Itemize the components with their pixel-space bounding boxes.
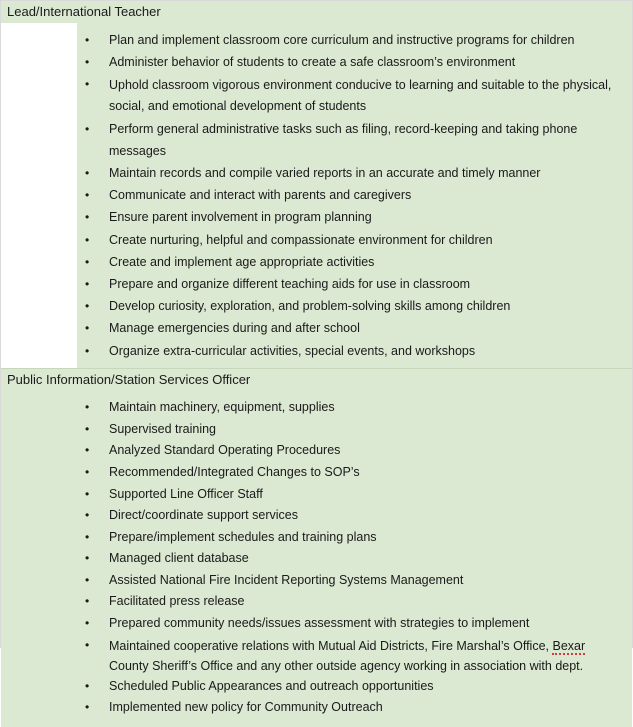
section-lead-international-teacher bbox=[1, 1, 632, 368]
list-item-text: Manage emergencies during and after school bbox=[109, 321, 360, 336]
bullet-icon: • bbox=[85, 421, 90, 436]
list-item-text: Communicate and interact with parents and caregivers bbox=[109, 188, 412, 203]
spelling-error-underline: Bexar bbox=[552, 638, 586, 653]
list-item-text: Maintain records and compile varied reports in an accurate and timely manner bbox=[109, 166, 541, 181]
bullet-list bbox=[1, 23, 632, 368]
list-item-text: Facilitated press release bbox=[109, 594, 245, 609]
bullet-list bbox=[1, 391, 632, 727]
list-item-text: Organize extra-curricular activities, special events, and workshops bbox=[109, 343, 476, 358]
list-item-text: Analyzed Standard Operating Procedures bbox=[109, 443, 341, 458]
list-item bbox=[1, 635, 632, 676]
list-item-text: Ensure parent involvement in program planning bbox=[109, 210, 372, 225]
bullet-list-container bbox=[1, 23, 632, 368]
list-item-text: Prepare/implement schedules and training plans bbox=[109, 529, 377, 544]
list-item bbox=[1, 340, 632, 362]
list-item-text: Implemented new policy for Community Outreach bbox=[109, 700, 383, 715]
list-item bbox=[1, 51, 632, 73]
bullet-icon: • bbox=[85, 166, 90, 181]
bullet-icon: • bbox=[85, 464, 90, 479]
list-item bbox=[1, 419, 632, 441]
bullet-icon: • bbox=[85, 616, 90, 631]
list-item bbox=[1, 462, 632, 484]
list-item-text: Administer behavior of students to create a safe classroom’s environment bbox=[109, 55, 516, 70]
bullet-icon: • bbox=[85, 232, 90, 247]
list-item-text: Maintained cooperative relations with Mutual Aid Districts, Fire Marshal’s Office, Bexar County Sheriff’s Office and any other outside agency working in association with dept. bbox=[109, 638, 586, 673]
bullet-icon: • bbox=[85, 33, 90, 48]
list-item-text: Scheduled Public Appearances and outreach opportunities bbox=[109, 678, 434, 693]
list-item-text: Direct/coordinate support services bbox=[109, 508, 298, 523]
list-item bbox=[1, 548, 632, 570]
list-item bbox=[1, 74, 632, 118]
section-title: Public Information/Station Services Officer bbox=[1, 368, 632, 391]
list-item-text: Create and implement age appropriate activities bbox=[109, 254, 375, 269]
bullet-icon: • bbox=[85, 254, 90, 269]
bullet-icon: • bbox=[85, 551, 90, 566]
list-item-text: Prepared community needs/issues assessment with strategies to implement bbox=[109, 616, 530, 631]
list-item bbox=[1, 440, 632, 462]
list-item bbox=[1, 505, 632, 527]
bullet-icon: • bbox=[85, 486, 90, 501]
list-item bbox=[1, 251, 632, 273]
list-item bbox=[1, 676, 632, 698]
list-item bbox=[1, 613, 632, 635]
bullet-icon: • bbox=[85, 188, 90, 203]
list-item bbox=[1, 229, 632, 251]
bullet-icon: • bbox=[85, 210, 90, 225]
list-item-text: Uphold classroom vigorous environment conducive to learning and suitable to the physical, social, and emotional development of students bbox=[109, 77, 612, 113]
bullet-icon: • bbox=[85, 637, 90, 652]
section-title: Lead/International Teacher bbox=[1, 1, 632, 23]
list-item bbox=[1, 591, 632, 613]
bullet-icon: • bbox=[85, 76, 90, 91]
bullet-icon: • bbox=[85, 400, 90, 415]
list-item bbox=[1, 206, 632, 228]
list-item-text: Supported Line Officer Staff bbox=[109, 486, 263, 501]
bullet-icon: • bbox=[85, 121, 90, 136]
list-item-text: Create nurturing, helpful and compassionate environment for children bbox=[109, 232, 493, 247]
list-item bbox=[1, 118, 632, 162]
list-item-text: Perform general administrative tasks such as filing, record-keeping and taking phone messages bbox=[109, 121, 578, 158]
list-item bbox=[1, 570, 632, 592]
list-item bbox=[1, 697, 632, 719]
list-item bbox=[1, 295, 632, 317]
list-item bbox=[1, 317, 632, 339]
list-item-text: Maintain machinery, equipment, supplies bbox=[109, 400, 335, 415]
list-item-text: Assisted National Fire Incident Reporting Systems Management bbox=[109, 572, 464, 587]
list-item-text: Plan and implement classroom core curriculum and instructive programs for children bbox=[109, 33, 575, 48]
bullet-icon: • bbox=[85, 594, 90, 609]
bullet-icon: • bbox=[85, 299, 90, 314]
bullet-icon: • bbox=[85, 678, 90, 693]
list-item bbox=[1, 273, 632, 295]
bullet-icon: • bbox=[85, 55, 90, 70]
bullet-icon: • bbox=[85, 277, 90, 292]
list-item bbox=[1, 162, 632, 184]
list-item bbox=[1, 397, 632, 419]
list-item-text: Recommended/Integrated Changes to SOP’s bbox=[109, 464, 360, 479]
bullet-icon: • bbox=[85, 321, 90, 336]
list-item-text: Managed client database bbox=[109, 551, 249, 566]
list-item bbox=[1, 29, 632, 51]
bullet-icon: • bbox=[85, 343, 90, 358]
bullet-icon: • bbox=[85, 443, 90, 458]
list-item bbox=[1, 184, 632, 206]
bullet-icon: • bbox=[85, 700, 90, 715]
bullet-icon: • bbox=[85, 572, 90, 587]
bullet-icon: • bbox=[85, 529, 90, 544]
list-item-text: Develop curiosity, exploration, and problem-solving skills among children bbox=[109, 299, 511, 314]
list-item bbox=[1, 527, 632, 549]
list-item-text: Prepare and organize different teaching aids for use in classroom bbox=[109, 277, 471, 292]
section-public-information-station-services-officer bbox=[1, 368, 632, 727]
list-item bbox=[1, 484, 632, 506]
list-item-text: Supervised training bbox=[109, 421, 217, 436]
bullet-icon: • bbox=[85, 508, 90, 523]
